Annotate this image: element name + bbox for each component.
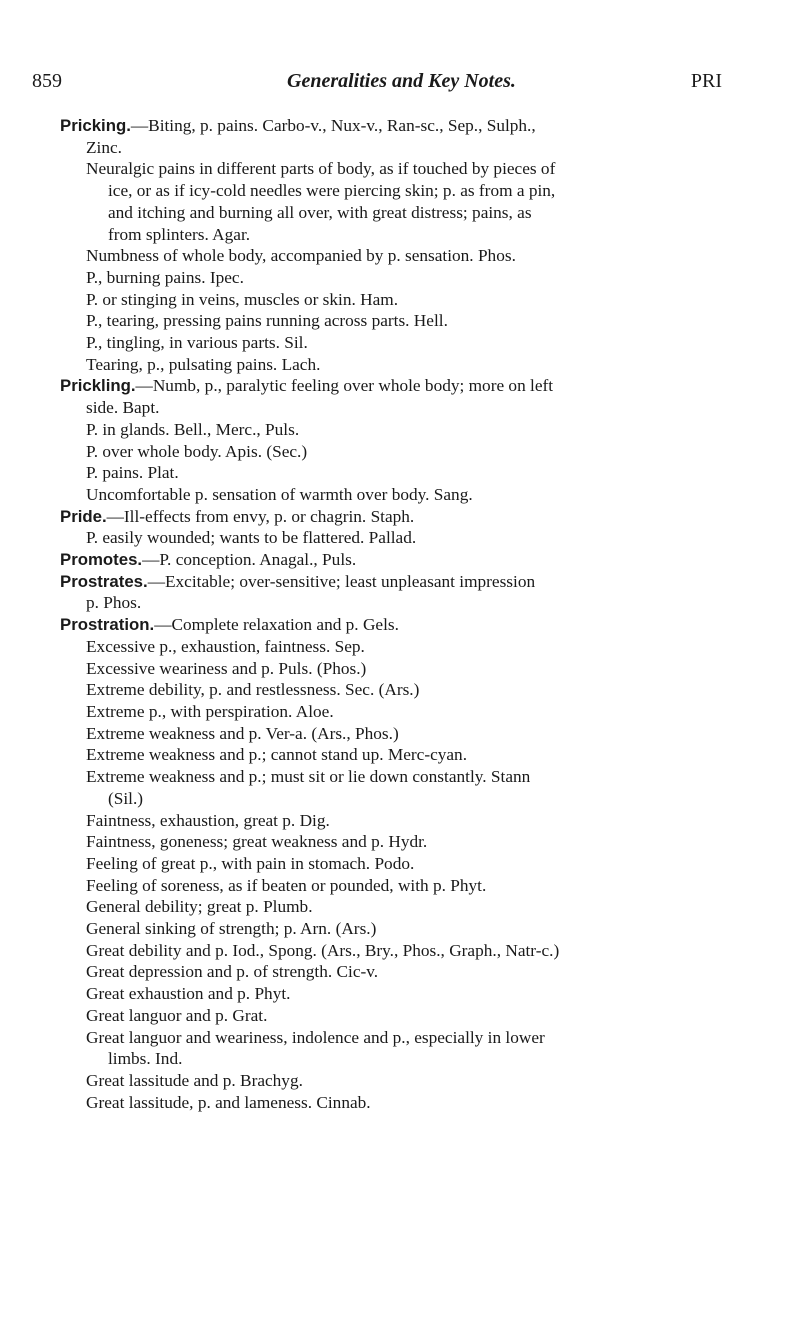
headword: Promotes. (60, 550, 143, 570)
entry-line (60, 961, 770, 983)
line-text: Great lassitude, p. and lameness. Cinnab. (86, 1092, 371, 1112)
line-text: P. or stinging in veins, muscles or skin. Ham. (86, 289, 399, 309)
entry-line (60, 462, 770, 484)
line-text: —Biting, p. pains. Carbo-v., Nux-v., Ran-sc., Sep., Sulph., (130, 116, 536, 135)
entry-line (60, 527, 770, 549)
headword: Prostration. (60, 615, 155, 635)
line-text: P., tearing, pressing pains running across parts. Hell. (86, 311, 448, 331)
entry-headline (60, 614, 770, 636)
line-text: P. pains. Plat. (86, 463, 179, 483)
entry-line (60, 658, 770, 680)
headword: Prostrates. (60, 571, 148, 591)
line-text: Extreme p., with perspiration. Aloe. (86, 701, 334, 721)
line-text: —Ill-effects from envy, p. or chagrin. Staph. (106, 506, 415, 526)
entry-line (60, 354, 770, 376)
headword: Pride. (60, 506, 107, 526)
line-text: Extreme weakness and p. Ver-a. (Ars., Phos.) (86, 723, 399, 743)
line-text: Faintness, goneness; great weakness and p. Hydr. (86, 832, 428, 852)
line-text: ice, or as if icy-cold needles were piercing skin; p. as from a pin, (108, 181, 556, 201)
entry-line (60, 441, 770, 463)
line-text: —P. conception. Anagal., Puls. (142, 550, 357, 570)
line-text: limbs. Ind. (108, 1049, 183, 1069)
line-text: Great debility and p. Iod., Spong. (Ars., Bry., Phos., Graph., Natr-c.) (86, 940, 560, 960)
line-text: Neuralgic pains in different parts of body, as if touched by pieces of (86, 159, 556, 179)
line-text: Uncomfortable p. sensation of warmth over body. Sang. (86, 484, 473, 504)
running-head (32, 70, 722, 98)
entry-line (60, 224, 770, 246)
entry-line (60, 766, 770, 788)
line-text: Great lassitude and p. Brachyg. (86, 1070, 303, 1090)
entry-headline (60, 115, 770, 137)
entry-line (60, 875, 770, 897)
line-text: Great languor and p. Grat. (86, 1005, 268, 1025)
line-text: P. easily wounded; wants to be flattered. Pallad. (86, 528, 417, 548)
entry-line (60, 896, 770, 918)
line-text: Extreme debility, p. and restlessness. Sec. (Ars.) (86, 680, 420, 700)
entry-line (60, 983, 770, 1005)
entry-line (60, 592, 770, 614)
entry-line (60, 1070, 770, 1092)
line-text: and itching and burning all over, with great distress; pains, as (108, 202, 532, 222)
line-text: Faintness, exhaustion, great p. Dig. (86, 810, 330, 830)
entry-line (60, 1092, 770, 1114)
entry-list (60, 115, 770, 1113)
line-text: Numbness of whole body, accompanied by p. sensation. Phos. (86, 246, 516, 266)
entry-line (60, 484, 770, 506)
page-key: PRI (690, 70, 722, 92)
entry-line (60, 788, 770, 810)
line-text: Excessive p., exhaustion, faintness. Sep. (86, 636, 365, 656)
line-text: side. Bapt. (86, 398, 160, 418)
line-text: p. Phos. (86, 593, 142, 613)
entry-line (60, 701, 770, 723)
line-text: Feeling of soreness, as if beaten or pounded, with p. Phyt. (86, 875, 487, 895)
entry-line (60, 636, 770, 658)
line-text: (Sil.) (108, 788, 144, 808)
entry-line (60, 940, 770, 962)
line-text: P. over whole body. Apis. (Sec.) (86, 441, 308, 461)
entry-line (60, 202, 770, 224)
entry-line (60, 289, 770, 311)
line-text: P., tingling, in various parts. Sil. (86, 333, 308, 353)
entry-headline (60, 506, 770, 528)
line-text: —Excitable; over-sensitive; least unpleasant impression (147, 571, 536, 591)
entry-line (60, 180, 770, 202)
entry-line (60, 267, 770, 289)
entry-line (60, 245, 770, 267)
entry-line (60, 1005, 770, 1027)
line-text: from splinters. Agar. (108, 224, 251, 244)
entry-line (60, 419, 770, 441)
entry-line (60, 679, 770, 701)
line-text: Excessive weariness and p. Puls. (Phos.) (86, 658, 367, 678)
line-text: Tearing, p., pulsating pains. Lach. (86, 354, 321, 374)
line-text: P. in glands. Bell., Merc., Puls. (86, 419, 300, 439)
entry-line (60, 1048, 770, 1070)
entry-line (60, 918, 770, 940)
line-text: Feeling of great p., with pain in stomach. Podo. (86, 853, 415, 873)
page-number: 859 (32, 70, 62, 92)
entry-headline (60, 571, 770, 593)
entry-line (60, 831, 770, 853)
line-text: P., burning pains. Ipec. (86, 267, 244, 287)
line-text: Great depression and p. of strength. Cic-v. (86, 962, 379, 982)
line-text: —Complete relaxation and p. Gels. (154, 615, 399, 635)
headword: Prickling. (60, 376, 136, 396)
line-text: General sinking of strength; p. Arn. (Ars.) (86, 919, 377, 939)
entry-line (60, 723, 770, 745)
entry-headline (60, 375, 770, 397)
line-text: —Numb, p., paralytic feeling over whole body; more on left (135, 376, 554, 396)
entry-line (60, 853, 770, 875)
line-text: Extreme weakness and p.; must sit or lie down constantly. Stann (86, 767, 531, 787)
entry-line (60, 310, 770, 332)
entry-line (60, 810, 770, 832)
line-text: Great languor and weariness, indolence and p., especially in lower (86, 1027, 545, 1047)
headword: Pricking. (60, 116, 131, 135)
entry-line (60, 137, 770, 159)
entry-headline (60, 549, 770, 571)
line-text: Great exhaustion and p. Phyt. (86, 984, 291, 1004)
line-text: General debility; great p. Plumb. (86, 897, 313, 917)
entry-line (60, 1027, 770, 1049)
line-text: Zinc. (86, 137, 122, 157)
entry-line (60, 397, 770, 419)
line-text: Extreme weakness and p.; cannot stand up. Merc-cyan. (86, 745, 468, 765)
entry-line (60, 158, 770, 180)
entry-line (60, 332, 770, 354)
entry-line (60, 744, 770, 766)
section-title: Generalities and Key Notes. (287, 70, 516, 92)
